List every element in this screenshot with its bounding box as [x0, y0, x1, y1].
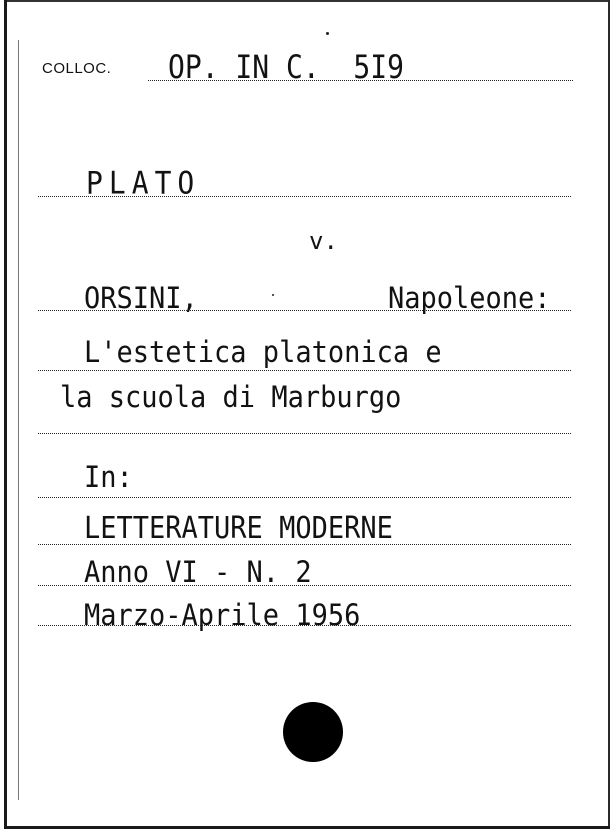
in-label: In: [84, 461, 133, 495]
author-given-name: Napoleone: [388, 282, 551, 316]
title-line-1: L'estetica platonica e [84, 336, 442, 370]
title-line-2: la scuola di Marburgo [60, 381, 402, 415]
card-top-edge [4, 0, 610, 2]
issue-rule [38, 585, 571, 586]
in-rule [38, 497, 571, 498]
issue-number: Anno VI - N. 2 [84, 556, 312, 590]
card-left-edge [4, 0, 7, 829]
punch-hole [283, 702, 343, 762]
scan-speck [272, 294, 274, 296]
author-rule [38, 310, 571, 311]
date-rule [38, 625, 571, 626]
call-number: OP. IN C. 5I9 [168, 48, 405, 86]
subject-heading: PLATO [86, 165, 201, 202]
card-right-edge [608, 0, 610, 829]
title-rule-1 [38, 370, 571, 371]
card-inner-margin-line [18, 40, 19, 800]
colloc-rule [148, 80, 573, 81]
heading-rule [38, 196, 571, 197]
colloc-label: COLLOC. [42, 60, 112, 77]
journal-title: LETTERATURE MODERNE [84, 511, 393, 546]
publication-date: Marzo-Aprile 1956 [84, 599, 361, 633]
journal-rule [38, 544, 571, 545]
title-rule-2 [38, 433, 571, 434]
versus-mark: v. [309, 227, 338, 255]
scan-speck [326, 32, 329, 35]
author-surname: ORSINI, [84, 282, 198, 316]
